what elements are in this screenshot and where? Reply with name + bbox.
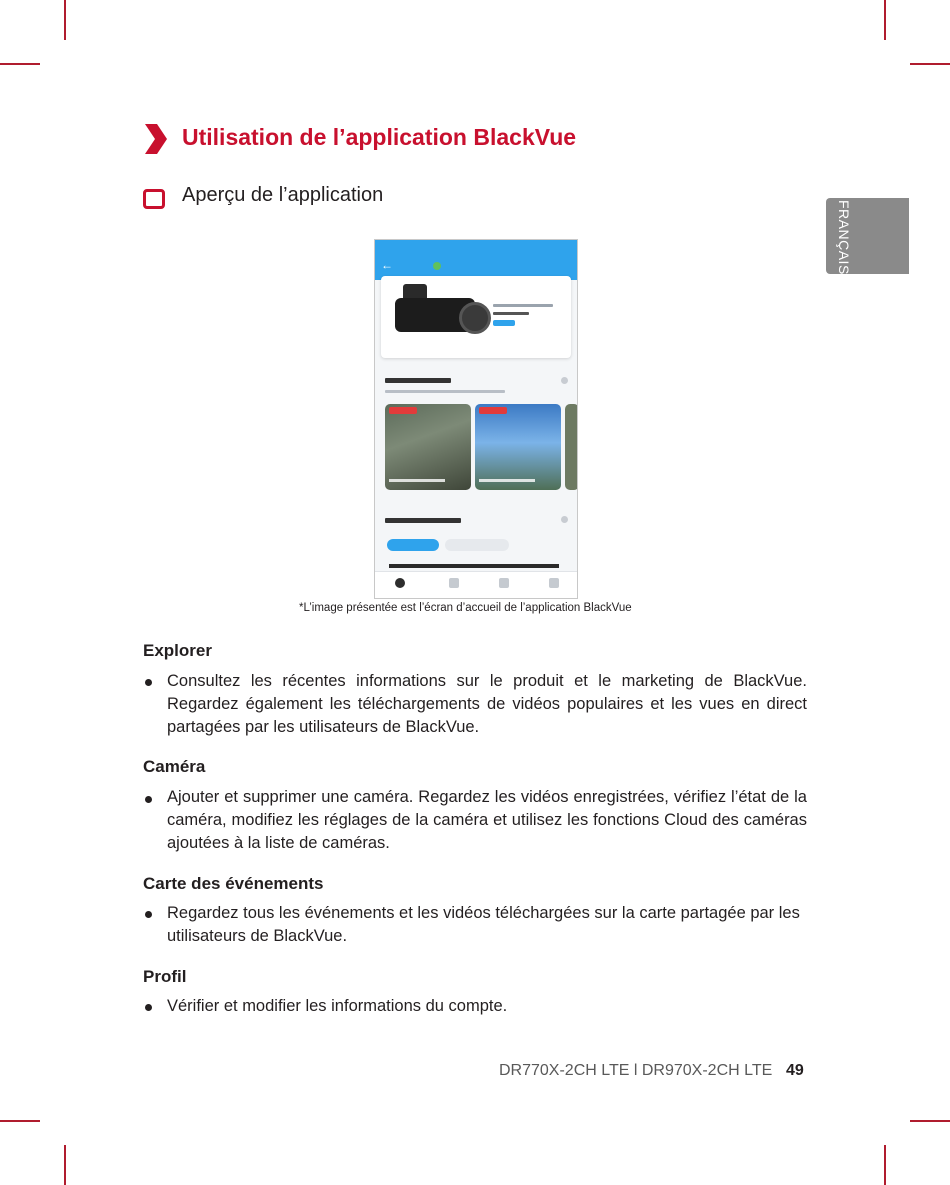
item-heading-explorer: Explorer xyxy=(143,641,212,660)
item-text-event-map: Regardez tous les événements et les vidéos téléchargées sur la carte partagée par les utilisateurs de BlackVue. xyxy=(167,904,800,945)
product-text-line xyxy=(493,304,553,307)
section-subtitle-bar xyxy=(385,390,505,393)
item-heading-profile: Profil xyxy=(143,967,187,986)
item-text-camera: Ajouter et supprimer une caméra. Regardez les vidéos enregistrées, vérifiez l’état de la caméra, modifiez les réglages de la caméra et utilisez les fonctions Cloud des caméras ajoutées à la liste de caméras. xyxy=(167,788,807,852)
page-number: 49 xyxy=(786,1062,804,1079)
bullet-icon xyxy=(145,1004,152,1011)
content-strip xyxy=(389,564,559,568)
chevron-right-icon xyxy=(143,122,167,156)
item-text-profile: Vérifier et modifier les informations du compte. xyxy=(167,997,508,1015)
back-arrow-icon: ← xyxy=(381,258,393,272)
product-button xyxy=(493,320,515,326)
thumbnail-caption xyxy=(389,479,445,482)
live-badge xyxy=(389,407,417,414)
filter-pill xyxy=(445,539,509,551)
camera-tab-icon xyxy=(449,578,459,588)
profile-tab-icon xyxy=(549,578,559,588)
more-icon xyxy=(561,377,568,384)
section-heading-bar xyxy=(385,378,451,383)
footer-model: DR770X-2CH LTE l DR970X-2CH LTE xyxy=(499,1062,773,1079)
video-thumbnail xyxy=(565,404,578,490)
video-thumbnail xyxy=(385,404,471,490)
dashcam-lens xyxy=(459,302,491,334)
crop-mark xyxy=(910,63,950,65)
explore-tab-icon xyxy=(395,578,405,588)
item-heading-camera: Caméra xyxy=(143,757,206,776)
bullet-icon xyxy=(145,679,152,686)
item-text-explorer: Consultez les récentes informations sur le produit et le marketing de BlackVue. Regardez également les téléchargements de vidéos populaires et les vues en direct partagées par les utilisateurs de BlackVue. xyxy=(167,672,807,736)
app-screenshot xyxy=(374,239,578,599)
figure-caption: *L’image présentée est l’écran d’accueil de l’application BlackVue xyxy=(299,602,632,614)
product-text-line xyxy=(493,312,529,315)
more-icon xyxy=(561,516,568,523)
crop-mark xyxy=(884,0,886,40)
video-thumbnail xyxy=(475,404,561,490)
filter-pill xyxy=(387,539,439,551)
status-dot-icon xyxy=(433,262,441,270)
language-tab xyxy=(826,198,909,274)
square-bullet-icon xyxy=(143,189,165,209)
bullet-icon xyxy=(145,911,152,918)
subsection-title: Aperçu de l’application xyxy=(182,184,384,206)
language-tab-label: FRANÇAIS xyxy=(836,200,852,275)
thumbnail-caption xyxy=(479,479,535,482)
phone-status-bar xyxy=(375,240,577,254)
crop-mark xyxy=(884,1145,886,1185)
map-tab-icon xyxy=(499,578,509,588)
product-card xyxy=(381,276,571,358)
crop-mark xyxy=(910,1120,950,1122)
crop-mark xyxy=(0,63,40,65)
crop-mark xyxy=(64,1145,66,1185)
crop-mark xyxy=(64,0,66,40)
crop-mark xyxy=(0,1120,40,1122)
app-tab-bar xyxy=(375,571,577,598)
section-heading-bar xyxy=(385,518,461,523)
live-badge xyxy=(479,407,507,414)
item-heading-event-map: Carte des événements xyxy=(143,874,324,893)
bullet-icon xyxy=(145,796,152,803)
section-title: Utilisation de l’application BlackVue xyxy=(182,124,577,150)
